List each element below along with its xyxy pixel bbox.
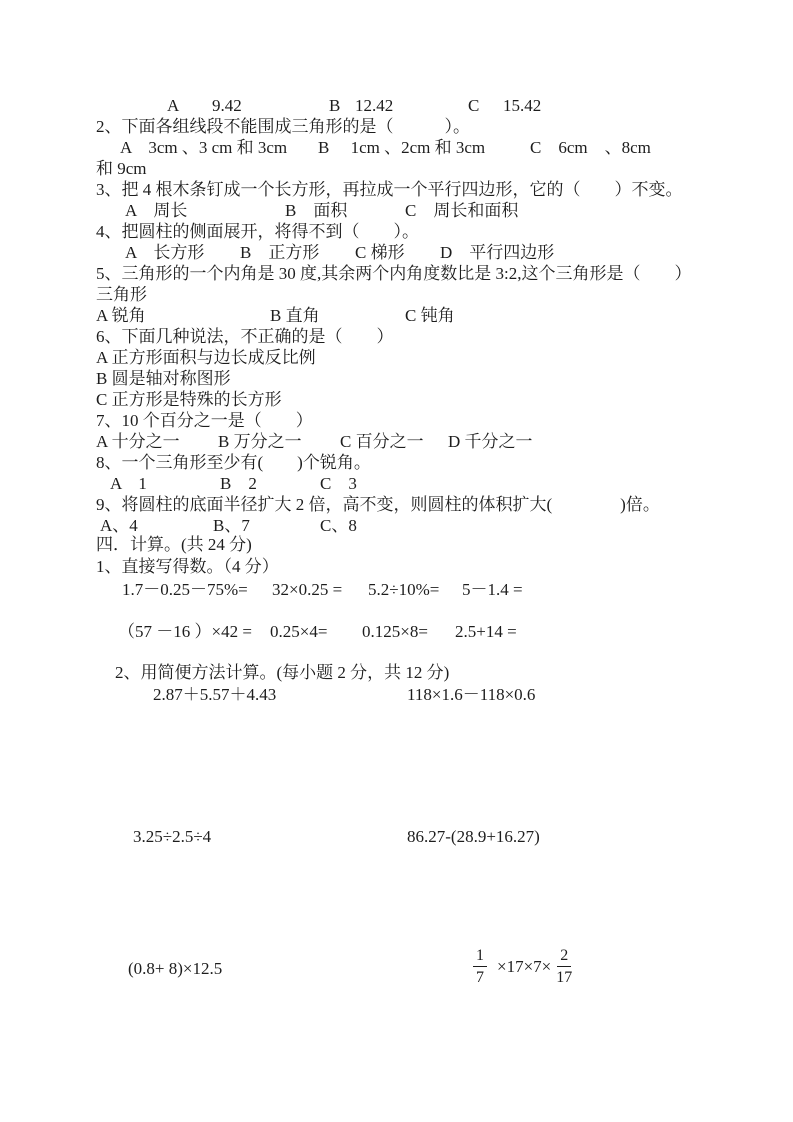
question-4-stem: 4、把圆柱的侧面展开，将得不到（ ）。 xyxy=(96,222,419,241)
q7-option-b: B 万分之一 xyxy=(218,432,302,451)
mental-math-expr-6: 0.25×4= xyxy=(270,622,328,641)
fraction-two-seventeenths xyxy=(553,946,575,987)
question-5-stem: 5、三角形的一个内角是 30 度,其余两个内角度数比是 3:2,这个三角形是（ ） xyxy=(96,264,692,283)
simplify-expr-6-fraction-product xyxy=(473,946,575,987)
q3-option-c: C 周长和面积 xyxy=(405,201,519,220)
fraction-numerator: 1 xyxy=(473,946,487,967)
question-7-stem: 7、10 个百分之一是（ ） xyxy=(96,411,313,430)
simplify-expr-5: (0.8+ 8)×12.5 xyxy=(128,959,223,978)
simplify-expr-4: 86.27-(28.9+16.27) xyxy=(407,827,540,846)
q9-option-b: B、7 xyxy=(213,516,250,535)
simplify-row-2 xyxy=(0,826,793,847)
mental-math-expr-5: （57 －16 ）×42 = xyxy=(118,622,252,641)
simplify-expr-1: 2.87＋5.57＋4.43 xyxy=(153,685,277,704)
q4-option-c: C 梯形 xyxy=(355,243,405,262)
question-5-wrap: 三角形 xyxy=(96,285,147,304)
question-6-option-a: A 正方形面积与边长成反比例 xyxy=(96,348,316,367)
section-4-part-2-title: 2、用简便方法计算。(每小题 2 分，共 12 分) xyxy=(115,663,450,682)
question-6-option-c: C 正方形是特殊的长方形 xyxy=(96,390,282,409)
q2-option-c: C 6cm 、8cm xyxy=(530,138,651,157)
fraction-middle-factors: ×17×7× xyxy=(497,957,552,977)
mental-math-expr-8: 2.5+14 = xyxy=(455,622,517,641)
question-1-options xyxy=(0,95,793,116)
question-6-option-b: B 圆是轴对称图形 xyxy=(96,369,231,388)
q3-option-a: A 周长 xyxy=(125,201,188,220)
question-9-stem: 9、将圆柱的底面半径扩大 2 倍，高不变，则圆柱的体积扩大( )倍。 xyxy=(96,495,660,514)
question-6-stem: 6、下面几种说法，不正确的是（ ） xyxy=(96,327,394,346)
q7-option-a: A 十分之一 xyxy=(96,432,180,451)
mental-math-expr-1: 1.7－0.25－75%= xyxy=(122,580,248,599)
question-4-options xyxy=(0,242,793,263)
mental-math-expr-4: 5－1.4 = xyxy=(462,580,523,599)
q4-option-a: A 长方形 xyxy=(125,243,205,262)
question-8-options xyxy=(0,473,793,494)
question-8-stem: 8、一个三角形至少有( )个锐角。 xyxy=(96,453,371,472)
q2-option-a: A 3cm 、3 cm 和 3cm xyxy=(120,138,288,157)
q8-option-b: B 2 xyxy=(220,474,257,493)
mental-math-expr-3: 5.2÷10%= xyxy=(368,580,440,599)
fraction-numerator: 2 xyxy=(557,946,571,967)
question-7-options xyxy=(0,431,793,452)
q2-option-b: B 1cm 、2cm 和 3cm xyxy=(318,138,486,157)
fraction-denominator: 7 xyxy=(476,969,484,987)
fraction-one-seventh xyxy=(473,946,487,987)
simplify-expr-2: 118×1.6－118×0.6 xyxy=(407,685,536,704)
question-3-stem: 3、把 4 根木条钉成一个长方形，再拉成一个平行四边形，它的（ ）不变。 xyxy=(96,180,683,199)
mental-math-row-2 xyxy=(0,621,793,642)
q7-option-c: C 百分之一 xyxy=(340,432,424,451)
q8-option-a: A 1 xyxy=(110,474,147,493)
q1-option-a-label: A xyxy=(167,96,180,115)
q5-option-b: B 直角 xyxy=(270,306,320,325)
q9-option-a: A、4 xyxy=(100,516,138,535)
question-2-wrap: 和 9cm xyxy=(96,159,147,178)
question-2-options xyxy=(0,137,793,158)
q1-option-c-value: 15.42 xyxy=(503,96,542,115)
question-3-options xyxy=(0,200,793,221)
q5-option-a: A 锐角 xyxy=(96,306,146,325)
mental-math-expr-7: 0.125×8= xyxy=(362,622,428,641)
simplify-row-1 xyxy=(0,684,793,705)
q9-option-c: C、8 xyxy=(320,516,357,535)
mental-math-row-1 xyxy=(0,579,793,600)
q4-option-b: B 正方形 xyxy=(240,243,320,262)
simplify-row-3 xyxy=(0,944,793,994)
q1-option-a-value: 9.42 xyxy=(212,96,242,115)
q1-option-b-label: B xyxy=(329,96,341,115)
q8-option-c: C 3 xyxy=(320,474,357,493)
q7-option-d: D 千分之一 xyxy=(448,432,533,451)
section-4-title: 四．计算。(共 24 分) xyxy=(96,535,252,554)
section-4-part-1-title: 1、直接写得数。（4 分） xyxy=(96,557,279,576)
question-2-stem: 2、下面各组线段不能围成三角形的是（ ）。 xyxy=(96,117,470,136)
question-9-options xyxy=(0,515,793,536)
q1-option-b-value: 12.42 xyxy=(355,96,394,115)
q5-option-c: C 钝角 xyxy=(405,306,455,325)
question-5-options xyxy=(0,305,793,326)
fraction-denominator: 17 xyxy=(556,969,573,987)
q4-option-d: D 平行四边形 xyxy=(440,243,555,262)
simplify-expr-3: 3.25÷2.5÷4 xyxy=(133,827,212,846)
q3-option-b: B 面积 xyxy=(285,201,348,220)
mental-math-expr-2: 32×0.25 = xyxy=(272,580,343,599)
q1-option-c-label: C xyxy=(468,96,480,115)
